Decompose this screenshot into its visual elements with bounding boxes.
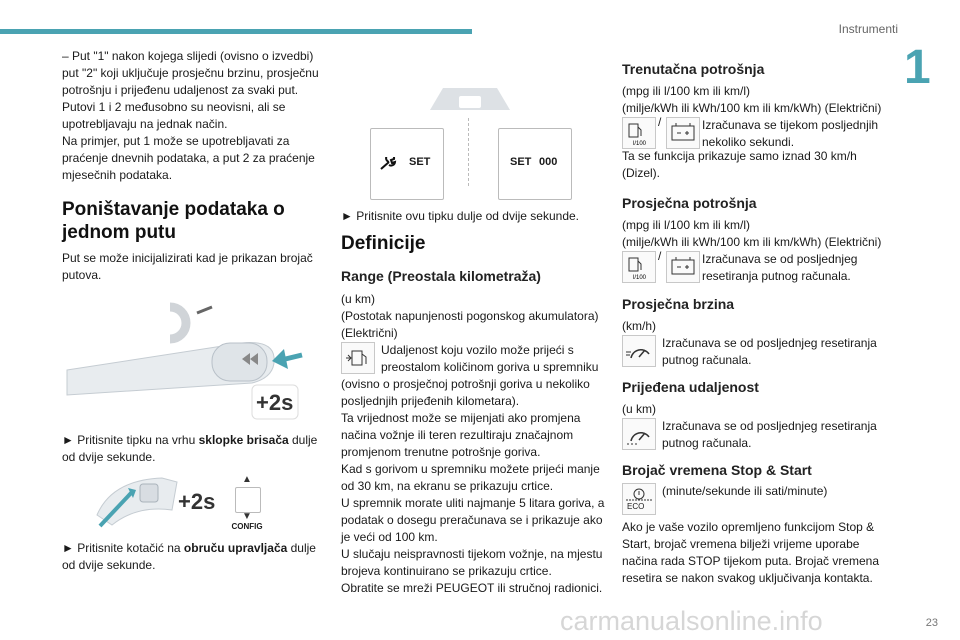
intro-text <box>62 48 322 184</box>
intro-line: Na primjer, put 1 može se upotrebljavati za <box>62 134 290 148</box>
instant-units-electric: (milje/kWh ili kWh/100 km ili km/kWh) (Električni) <box>622 101 882 115</box>
set-value: 000 <box>539 156 558 168</box>
speed-icon-text: Izračunava se od posljednjeg resetiranja putnog računala. <box>662 336 877 367</box>
battery-consumption-icon <box>666 117 700 149</box>
distance-icon-row <box>622 418 897 452</box>
fuel-consumption-icon <box>622 117 656 149</box>
eco-label: ECO <box>627 502 645 511</box>
range-para: U slučaju neispravnosti tijekom vožnje, na mjestu brojeva kontinuirano se prikazuju crtice. <box>341 547 603 578</box>
unit-label: l/100 <box>633 141 647 147</box>
average-units-electric: (milje/kWh ili kWh/100 km ili km/kWh) (Električni) <box>622 235 882 249</box>
instrument-cluster-icon <box>425 82 515 114</box>
divider-line <box>468 118 470 186</box>
step2-post: dulje od dvije sekunde. <box>62 541 316 572</box>
range-para: Obratite se mreži PEUGEOT ili stručnoj radionici. <box>341 581 603 595</box>
step1-post: dulje od dvije sekunde. <box>62 433 318 464</box>
watermark: carmanualsonline.info <box>560 606 823 636</box>
range-para: U spremnik morate uliti najmanje 5 litara goriva, a podatak o dosegu preračunava se i prikazuje ako je veći od 100 km. <box>341 496 605 544</box>
instant-icon-row <box>622 117 897 151</box>
intro-line: Putovi 1 i 2 međusobno su neovisni, ali se <box>62 100 286 114</box>
range-block <box>341 291 609 597</box>
config-label: CONFIG <box>231 522 263 531</box>
intro-line: – Put "1" nakon kojega slijedi (ovisno o izvedbi) <box>62 49 314 63</box>
instant-icon-text: Izračunava se tijekom posljednjih nekoliko sekundi. <box>702 118 879 149</box>
range-para: Kad s gorivom u spremniku možete prijeći manje od 30 km, na ekranu se prikazuju crtice. <box>341 462 600 493</box>
distance-unit: (u km) <box>622 402 656 416</box>
definitions-heading: Definicije <box>341 233 426 254</box>
average-consumption-heading: Prosječna potrošnja <box>622 195 757 211</box>
steering-wheel-illustration <box>92 470 182 530</box>
distance-icon-text: Izračunava se od posljednjeg resetiranja putnog računala. <box>662 419 877 450</box>
distance-icon <box>622 418 656 450</box>
page-number: 23 <box>925 617 938 629</box>
intro-line: potrošnju i prijeđenu udaljenost za svaki put. <box>62 83 299 97</box>
set-display-left <box>370 128 444 200</box>
range-para: (ovisno o prosječnoj potrošnji goriva u nekoliko posljednjih prijeđenih kilometara). <box>341 377 590 408</box>
battery-average-icon <box>666 251 700 283</box>
wheel-time-badge: +2s <box>178 489 216 514</box>
header-accent-bar <box>0 29 472 34</box>
intro-line: upotrebljavaju na jednak način. <box>62 117 228 131</box>
reset-text: Put se može inicijalizirati kad je prikazan brojač putova. <box>62 251 313 282</box>
fuel-range-icon <box>341 342 375 374</box>
wrench-icon <box>379 157 397 171</box>
stop-start-icon-text: (minute/sekunde ili sati/minute) <box>662 484 828 498</box>
intro-line: praćenje dnevnih podataka, a put 2 za praćenje <box>62 151 315 165</box>
stop-start-eco-icon <box>622 483 656 515</box>
range-icon-row <box>341 342 609 376</box>
step1-text <box>62 432 327 466</box>
set-display-right <box>498 128 572 200</box>
step2-text <box>62 540 327 574</box>
instant-consumption-heading: Trenutačna potrošnja <box>622 61 765 77</box>
intro-line: put "2" koji uključuje prosječnu brzinu, prosječnu <box>62 66 319 80</box>
config-up-arrow-icon: ▲ <box>242 474 252 485</box>
instant-after-text: Ta se funkcija prikazuje samo iznad 30 km/h (Dizel). <box>622 149 857 180</box>
intro-line: mjesečnih podataka. <box>62 168 173 182</box>
range-para: Ta vrijednost može se mijenjati ako promjena načina vožnje ili teren rezultiraju značajnom promjenom trenutne potrošnje goriva. <box>341 411 581 459</box>
set-label-right: SET <box>510 156 532 168</box>
stop-start-heading: Brojač vremena Stop & Start <box>622 462 812 478</box>
speed-unit: (km/h) <box>622 319 656 333</box>
average-speed-icon <box>622 335 656 367</box>
distance-heading: Prijeđena udaljenost <box>622 379 759 395</box>
press-text: ► Pritisnite ovu tipku dulje od dvije sekunde. <box>341 209 580 223</box>
stalk-time-badge: +2s <box>256 390 294 415</box>
step2-pre: ► Pritisnite kotačić na <box>62 541 184 555</box>
average-units: (mpg ili l/100 km ili km/l) <box>622 218 751 232</box>
unit-label: l/100 <box>633 275 647 281</box>
step1-bold: sklopke brisača <box>198 433 289 447</box>
instant-units: (mpg ili l/100 km ili km/l) <box>622 84 751 98</box>
range-heading: Range (Preostala kilometraža) <box>341 268 541 284</box>
section-title: Instrumenti <box>838 22 898 36</box>
step2-bold: obruču upravljača <box>183 541 288 555</box>
reset-heading: Poništavanje podataka o jednom putu <box>62 199 285 243</box>
average-icon-text: Izračunava se od posljednjeg resetiranja putnog računala. <box>702 252 858 283</box>
average-speed-heading: Prosječna brzina <box>622 296 735 312</box>
consumption-column <box>622 58 897 587</box>
range-icon-text: Udaljenost koju vozilo može prijeći s preostalom količinom goriva u spremniku <box>381 343 599 374</box>
average-icon-row <box>622 251 897 285</box>
config-button-icon <box>235 487 261 513</box>
speed-icon-row <box>622 335 897 369</box>
slash: / <box>658 249 662 263</box>
config-down-arrow-icon: ▼ <box>242 511 252 522</box>
range-unit: (u km) <box>341 292 375 306</box>
chapter-number: 1 <box>904 41 931 94</box>
stop-start-text: Ako je vaše vozilo opremljeno funkcijom Stop & Start, brojač vremena bilježi vrijeme uporabe načina rada STOP tijekom puta. Brojač vremena resetira se nakon svakog uključivanja kontakta. <box>622 520 880 585</box>
range-note: (Postotak napunjenosti pogonskog akumulatora) (Električni) <box>341 309 599 340</box>
fuel-average-icon <box>622 251 656 283</box>
slash: / <box>658 115 662 129</box>
set-label-left: SET <box>409 156 431 168</box>
stop-start-icon-row <box>622 483 897 517</box>
step1-pre: ► Pritisnite tipku na vrhu <box>62 433 199 447</box>
